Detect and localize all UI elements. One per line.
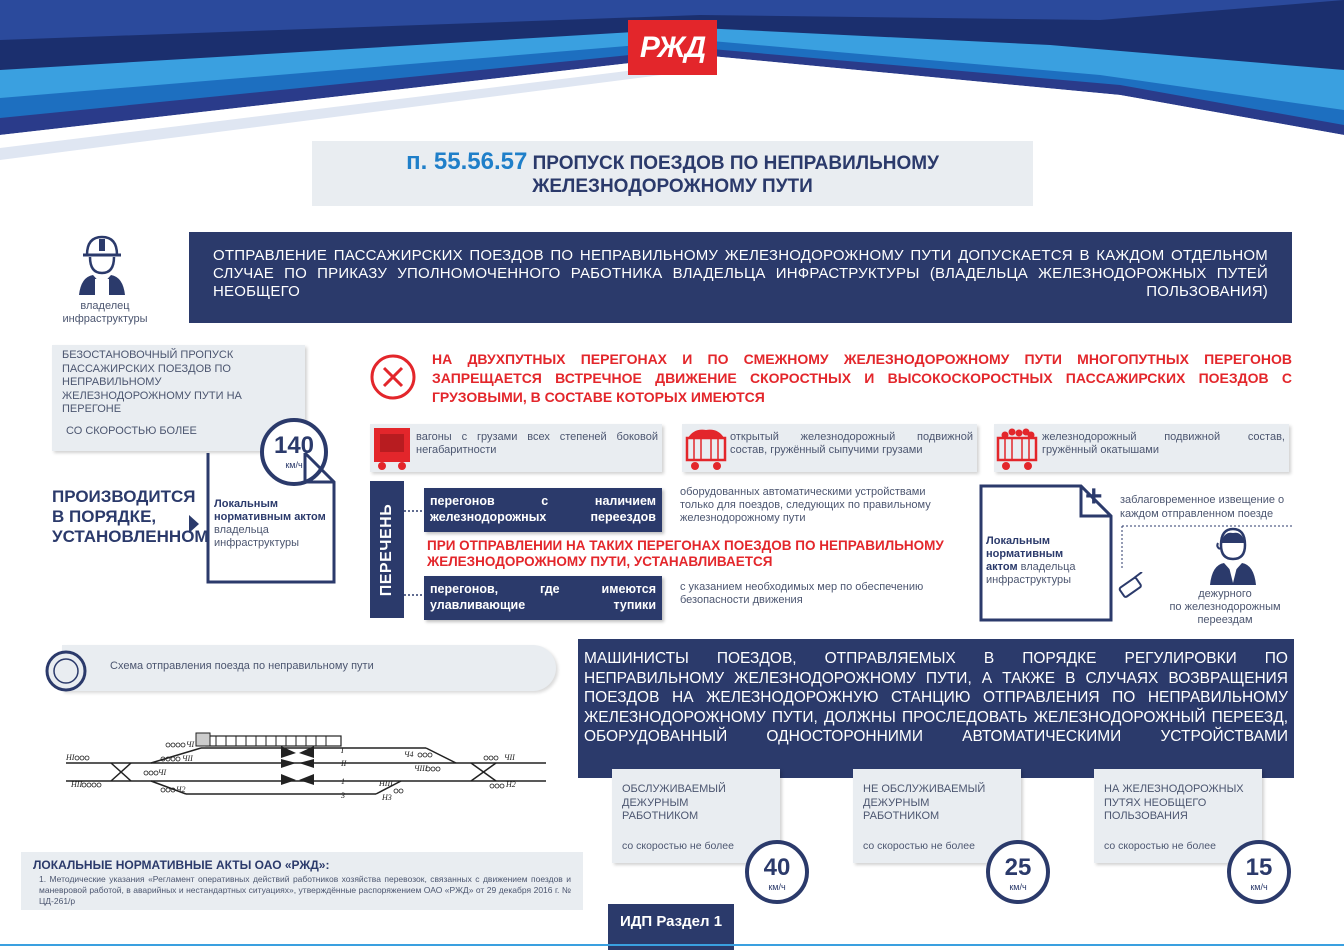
list-item-crossings-note: оборудованных автоматическими устройствами только для поездов, следующих по правильному железнодорожному пути xyxy=(680,486,931,524)
label-chi: ЧI xyxy=(186,740,195,749)
nonstop-speed-label: СО СКОРОСТЬЮ БОЛЕЕ xyxy=(66,424,197,437)
list-item-deadends-text: перегонов, где имеются улавливающие тупики xyxy=(430,582,656,612)
drivers-text: МАШИНИСТЫ ПОЕЗДОВ, ОТПРАВЛЯЕМЫХ В ПОРЯДКЕ РЕГУЛИРОВКИ ПО НЕПРАВИЛЬНОМУ ЖЕЛЕЗНОДОРОЖНОМУ ПУТИ, А ТАКЖЕ В СЛУЧАЯХ ВОЗВРАЩЕНИЯ ПОЕЗДОВ НА ЖЕЛЕЗНОДОРОЖНУЮ СТАНЦИЮ ОТПРАВЛЕНИЯ ПО НЕПРАВИЛЬНОМУ ЖЕЛЕЗНОДОРОЖНОМУ ПУТИ, ДОЛЖНЫ ПРОСЛЕДОВАТЬ ЖЕЛЕЗНОДОРОЖНЫЙ ПЕРЕЕЗД, ОБОРУДОВАННЫЙ ОДНОСТОРОННИМИ АВТОМАТИЧЕСКИМИ УСТРОЙСТВАМИ xyxy=(584,650,1288,745)
footer-line xyxy=(0,944,1344,946)
local-act-1 xyxy=(214,498,332,550)
label-track-3: 3 xyxy=(341,791,345,800)
attendant-line3: переездам xyxy=(1197,614,1253,626)
local-act-2-bold: Локальным нормативным актом xyxy=(986,535,1064,573)
label-niii: НIII xyxy=(379,779,393,788)
radio-icon xyxy=(1114,572,1150,602)
speed-badge-25 xyxy=(986,840,1050,904)
label-track-ii: II xyxy=(341,759,347,768)
list-item-deadends xyxy=(424,576,662,620)
list-item-deadends-note: с указанием необходимых мер по обеспечению безопасности движения xyxy=(680,581,924,606)
notice-text: заблаговременное извещение о каждом отправленном поезде xyxy=(1120,494,1285,520)
scroll-icon xyxy=(45,650,87,692)
local-act-1-rest: владельца инфраструктуры xyxy=(214,524,300,549)
speed-value-40: 40 xyxy=(763,854,791,881)
crossing-speed-private: со скоростью не более xyxy=(1104,839,1216,852)
list-item-crossings-text: перегонов с наличием железнодорожных переездов xyxy=(430,494,656,524)
local-act-1-bold: Локальным нормативным актом xyxy=(214,498,326,523)
speed-unit-40: км/ч xyxy=(768,882,786,892)
cargo-text-3: железнодорожный подвижной состав, гружённый окатышами xyxy=(1042,431,1285,456)
speed-value-15: 15 xyxy=(1245,854,1273,881)
pellet-wagon-icon xyxy=(995,424,1039,472)
crossing-speed-attended: со скоростью не более xyxy=(622,839,734,852)
label-ch4: Ч4 xyxy=(404,750,414,759)
local-act-2 xyxy=(986,535,1078,587)
label-track-i: I xyxy=(341,746,344,755)
speed-badge-15 xyxy=(1227,840,1291,904)
procedure-arrow xyxy=(189,515,199,533)
acts-item: 1. Методические указания «Регламент оперативных действий работников хозяйства перевозок, связанных с движением поездов и маневровой работой, в аварийных и нестандартных ситуациях», утверждённые распоряжением ОАО «РЖД» от 29 декабря 2016 г. № ЦД-261/р xyxy=(39,874,571,906)
label-n3: Н3 xyxy=(382,793,392,802)
attendant-icon xyxy=(1208,525,1258,587)
title-line2: ЖЕЛЕЗНОДОРОЖНОМУ ПУТИ xyxy=(532,176,813,197)
nonstop-text: БЕЗОСТАНОВОЧНЫЙ ПРОПУСК ПАССАЖИРСКИХ ПОЕЗДОВ ПО НЕПРАВИЛЬНОМУ ЖЕЛЕЗНОДОРОЖНОМУ ПУТИ НА ПЕРЕГОНЕ xyxy=(62,349,242,415)
local-act-2-rest: владельца инфраструктуры xyxy=(986,561,1076,586)
prohibit-text: НА ДВУХПУТНЫХ ПЕРЕГОНАХ И ПО СМЕЖНОМУ ЖЕЛЕЗНОДОРОЖНОМУ ПУТИ МНОГОПУТНЫХ ПЕРЕГОНОВ ЗАПРЕЩАЕТСЯ ВСТРЕЧНОЕ ДВИЖЕНИЕ СКОРОСТНЫХ И ВЫСОКОСКОРОСТНЫХ ПАССАЖИРСКИХ ПОЕЗДОВ С ГРУЗОВЫМИ, В СОСТАВЕ КОТОРЫХ ИМЕЮТСЯ xyxy=(432,351,1292,405)
label-chi2: ЧI xyxy=(158,768,167,777)
label-nii: НII xyxy=(71,780,83,789)
label-track-1: 1 xyxy=(341,777,345,786)
owner-label-line1: владелец xyxy=(80,300,130,312)
main-banner-text: ОТПРАВЛЕНИЕ ПАССАЖИРСКИХ ПОЕЗДОВ ПО НЕПРАВИЛЬНОМУ ЖЕЛЕЗНОДОРОЖНОМУ ПУТИ ДОПУСКАЕТСЯ В КАЖДОМ ОТДЕЛЬНОМ СЛУЧАЕ ПО ПРИКАЗУ УПОЛНОМОЧЕННОГО РАБОТНИКА ВЛАДЕЛЬЦА ИНФРАСТРУКТУРЫ (ВЛАДЕЛЬЦА ЖЕЛЕЗНОДОРОЖНЫХ ПУТЕЙ НЕОБЩЕГО ПОЛЬЗОВАНИЯ) xyxy=(213,247,1268,300)
speed-unit-25: км/ч xyxy=(1009,882,1027,892)
plus-sign: + xyxy=(1085,480,1103,513)
bulk-wagon-icon xyxy=(684,424,728,472)
page-title xyxy=(312,141,1033,206)
list-connector xyxy=(404,481,424,621)
attendant-line1: дежурного xyxy=(1198,588,1252,600)
oversize-wagon-icon xyxy=(370,422,414,472)
crossing-title-private: НА ЖЕЛЕЗНОДОРОЖНЫХ ПУТЯХ НЕОБЩЕГО ПОЛЬЗОВАНИЯ xyxy=(1104,783,1244,822)
owner-label-line2: инфраструктуры xyxy=(62,313,148,325)
footer-label-text: ИДП Раздел 1 xyxy=(619,913,723,930)
scheme-title: Схема отправления поезда по неправильному пути xyxy=(110,660,374,672)
list-label-bar xyxy=(370,481,404,618)
label-ch2: Ч2 xyxy=(176,785,186,794)
title-line1: ПРОПУСК ПОЕЗДОВ ПО НЕПРАВИЛЬНОМУ xyxy=(532,153,939,174)
rzd-logo xyxy=(628,20,717,75)
speed-unit-140: км/ч xyxy=(285,460,303,470)
label-ch2b: ЧII xyxy=(504,753,515,762)
drivers-banner xyxy=(578,639,1294,778)
owner-label xyxy=(52,300,158,326)
cargo-text-2: открытый железнодорожный подвижной состав, гружённый сыпучими грузами xyxy=(730,431,973,456)
logo-text: РЖД xyxy=(639,30,706,64)
list-item-crossings xyxy=(424,488,662,532)
acts-box xyxy=(21,852,583,910)
list-red-note: ПРИ ОТПРАВЛЕНИИ НА ТАКИХ ПЕРЕГОНАХ ПОЕЗДОВ ПО НЕПРАВИЛЬНОМУ ЖЕЛЕЗНОДОРОЖНОМУ ПУТИ, УСТАНАВЛИВАЕТСЯ xyxy=(427,538,944,569)
label-chii: ЧII xyxy=(182,754,193,763)
speed-unit-15: км/ч xyxy=(1250,882,1268,892)
list-label: ПЕРЕЧЕНЬ xyxy=(378,503,396,596)
speed-value-140: 140 xyxy=(273,432,315,459)
procedure-line2: В ПОРЯДКЕ, xyxy=(52,507,157,526)
attendant-label xyxy=(1160,588,1290,627)
cargo-text-1: вагоны с грузами всех степеней боковой негабаритности xyxy=(416,431,658,456)
title-number: п. 55.56.57 xyxy=(406,148,528,175)
crossing-title-attended: ОБСЛУЖИВАЕМЫЙ ДЕЖУРНЫМ РАБОТНИКОМ xyxy=(622,783,726,822)
label-ni: НI xyxy=(66,753,75,762)
track-scheme xyxy=(56,728,556,808)
acts-title: ЛОКАЛЬНЫЕ НОРМАТИВНЫЕ АКТЫ ОАО «РЖД»: xyxy=(33,858,330,872)
crossing-speed-unattended: со скоростью не более xyxy=(863,839,975,852)
speed-value-25: 25 xyxy=(1004,854,1032,881)
crossing-title-unattended: НЕ ОБСЛУЖИВАЕМЫЙ ДЕЖУРНЫМ РАБОТНИКОМ xyxy=(863,783,986,822)
speed-badge-40 xyxy=(745,840,809,904)
attendant-line2: по железнодорожным xyxy=(1169,601,1281,613)
label-chiii: ЧIII xyxy=(414,764,428,773)
prohibit-icon xyxy=(368,352,418,402)
main-banner xyxy=(189,232,1292,323)
procedure-line1: ПРОИЗВОДИТСЯ xyxy=(52,487,196,506)
procedure-line3: УСТАНОВЛЕННОМ xyxy=(52,527,209,546)
label-n2: Н2 xyxy=(506,780,516,789)
procedure-text xyxy=(52,487,209,547)
worker-icon xyxy=(77,233,127,297)
